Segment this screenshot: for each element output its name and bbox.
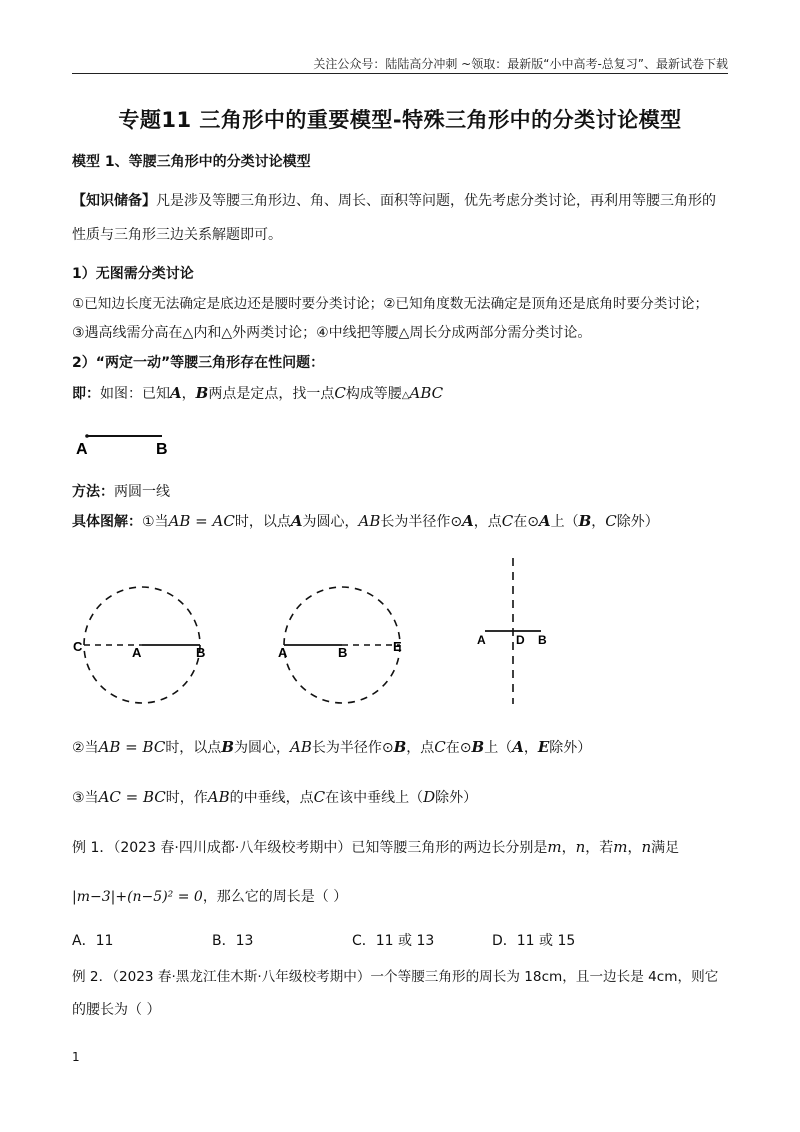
detail-t8: ， [591,514,606,530]
ex1-formula: |m−3|+(n−5)² = 0 [72,889,203,905]
model1-heading: 模型 1、等腰三角形中的分类讨论模型 [72,154,311,170]
detail-t4: 长为半径作⊙ [380,514,463,530]
page-header: 关注公众号：陆陆高分冲刺 ~领取：最新版“小中高考-总复习”、最新试卷下载 [313,57,728,71]
detail-t1: ①当 [142,514,169,530]
fig1-label-c: C [73,639,83,654]
fig1-label-a: A [132,645,142,660]
fig2-label-a: A [278,645,288,660]
figure-circle-center-b [270,560,420,710]
case2-t4: 长为半径作⊙ [311,740,394,756]
detail-t9: 除外） [616,514,659,530]
ex1-n-1: n [575,838,586,856]
case2-b-1: B [221,738,234,756]
case3-ab: AB [207,788,230,806]
ji-sep: ， [181,386,196,402]
case2-t7: 上（ [484,740,513,756]
sec1-line-2: ③遇高线需分高在△内和△外两类讨论；④中线把等腰△周长分成两部分需分类讨论。 [72,325,592,341]
example-2-line-1: 例 2．（2023 春·黑龙江佳木斯·八年级校考期中）一个等腰三角形的周长为 18cm，且一边长是 4cm，则它 [72,969,719,985]
fig3-label-d: D [516,633,525,647]
case3-t3: 的中垂线，点 [229,790,314,806]
ex1-option-d: D．11 或 15 [492,933,576,949]
ex1-option-b: B．13 [212,933,254,949]
expr-ab-ac: AB = AC [168,512,235,530]
ex1-option-a: A．11 [72,933,114,949]
ex1-option-c: C．11 或 13 [352,933,435,949]
case2-t2: 时，以点 [165,740,222,756]
case2-t6: 在⊙ [445,740,472,756]
method-label: 方法： [72,484,114,500]
case3-c: C [313,788,326,806]
detail-a-1: A [290,512,303,530]
ex1-mid: ，若 [585,840,614,856]
knowledge-label: 【知识储备】 [72,193,156,209]
ji-text-1: 如图：已知 [100,386,170,402]
sec1-heading: 1）无图需分类讨论 [72,266,194,282]
case2-t1: ②当 [72,740,99,756]
detail-label: 具体图解： [72,514,142,530]
case2-ab: AB [290,738,312,756]
expr-ac-bc: AC = BC [98,788,166,806]
case2-e: E [537,738,550,756]
knowledge-line-1 [72,191,728,211]
ji-label: 即： [72,386,100,402]
fig1-label-b: B [196,645,206,660]
ex1-m-2: m [613,838,628,856]
case2-t3: 为圆心， [234,740,290,756]
ji-point-c: C [334,384,346,402]
fig2-label-e: E [393,639,402,654]
detail-ab: AB [358,512,381,530]
detail-t5: ，点 [473,514,502,530]
fig3-label-a: A [477,633,486,647]
detail-a-3: A [538,512,551,530]
case2-t8: ， [523,740,538,756]
method-text: 两圆一线 [114,484,170,500]
detail-t6: 在⊙ [513,514,539,530]
case2-a: A [512,738,524,756]
ex1-lead: 例 1．（2023 春·四川成都·八年级校考期中）已知等腰三角形的两边长分别是 [72,840,548,856]
method-line [72,482,728,502]
example-2-line-2: 的腰长为（ ） [72,1002,161,1018]
case3-t1: ③当 [72,790,99,806]
ex1-end: 满足 [651,840,680,856]
ex1-after: ，那么它的周长是（ ） [202,889,348,905]
header-rule [72,73,728,74]
figure-perpendicular-bisector [470,556,560,706]
case2-c: C [434,738,446,756]
page-number: 1 [72,1050,80,1064]
sec2-heading: 2）“两定一动”等腰三角形存在性问题： [72,355,325,371]
detail-c-1: C [501,512,514,530]
detail-line [72,511,728,532]
case2-b-2: B [393,738,407,756]
detail-b: B [578,512,592,530]
example-1-line-2 [72,887,728,907]
case3-t2: 时，作 [165,790,208,806]
ex1-sep-2: ， [627,840,642,856]
knowledge-text-1: 凡是涉及等腰三角形边、角、周长、面积等问题，优先考虑分类讨论，再利用等腰三角形的 [156,193,716,209]
ji-text-3: 构成等腰 [345,386,402,402]
expr-ab-bc: AB = BC [98,738,166,756]
segment-ab-figure [70,428,190,464]
ji-point-b: B [195,384,209,402]
label-a: A [76,441,88,458]
fig3-label-b: B [538,633,547,647]
sec1-line-1: ①已知边长度无法确定是底边还是腰时要分类讨论；②已知角度数无法确定是顶角还是底角时要分类讨论； [72,296,709,312]
ex1-m-1: m [547,838,562,856]
ji-triangle-symbol: △ [401,390,410,401]
sec2-ji-line [72,383,728,406]
case3-t4: 在该中垂线上（ [325,790,424,806]
detail-t7: 上（ [550,514,579,530]
ji-text-2: 两点是定点，找一点 [208,386,335,402]
detail-c-2: C [605,512,617,530]
case2-t5: ，点 [406,740,435,756]
figure-circle-center-a [70,560,220,710]
case2-line [72,737,728,758]
ex1-n-2: n [641,838,652,856]
detail-t3: 为圆心， [302,514,359,530]
label-b: B [156,441,168,458]
case2-t9: 除外） [549,740,592,756]
detail-t2: 时，以点 [234,514,291,530]
knowledge-line-2: 性质与三角形三边关系解题即可。 [72,227,282,243]
point-a-dot [85,434,89,438]
ji-point-a: A [170,384,182,402]
fig2-label-b: B [338,645,348,660]
case3-t5: 除外） [435,790,478,806]
detail-a-2: A [462,512,474,530]
ex1-sep-1: ， [561,840,576,856]
case3-d: D [423,788,436,806]
page-title: 专题11 三角形中的重要模型-特殊三角形中的分类讨论模型 [118,108,682,132]
case2-b-3: B [471,738,485,756]
example-1-line-1 [72,837,728,858]
case3-line [72,787,728,808]
ji-abc: ABC [409,384,444,402]
